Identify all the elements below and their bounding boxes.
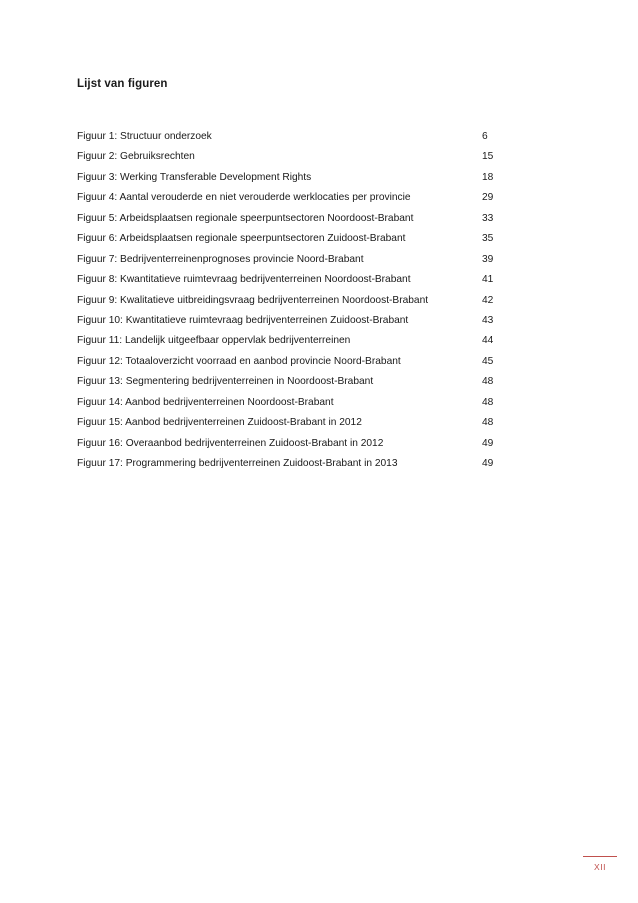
figure-label: Figuur 7: Bedrijventerreinenprognoses provincie Noord-Brabant [77,253,364,265]
figure-page-number: 45 [482,355,494,367]
list-item [77,457,507,477]
list-item [77,437,507,457]
figure-label: Figuur 15: Aanbod bedrijventerreinen Zuidoost-Brabant in 2012 [77,417,362,429]
list-item [77,375,507,395]
list-item [77,130,507,150]
figure-label: Figuur 12: Totaaloverzicht voorraad en aanbod provincie Noord-Brabant [77,355,401,367]
figure-page-number: 49 [482,458,494,469]
figure-label: Figuur 5: Arbeidsplaatsen regionale speerpuntsectoren Noordoost-Brabant [77,212,414,224]
list-item [77,396,507,416]
figure-page-number: 29 [482,192,494,204]
list-item [77,294,507,314]
list-item [77,253,507,273]
figure-label: Figuur 11: Landelijk uitgeefbaar oppervlak bedrijventerreinen [77,335,351,347]
figure-page-number: 43 [482,314,494,326]
list-item [77,314,507,334]
list-item [77,212,507,232]
figure-page-number: 35 [482,233,494,245]
figure-label: Figuur 2: Gebruiksrechten [77,151,195,163]
figure-page-number: 48 [482,376,494,388]
figure-page-number: 18 [482,171,494,183]
footer-divider [583,856,617,857]
list-item [77,416,507,436]
figure-page-number: 15 [482,151,494,163]
figure-label: Figuur 9: Kwalitatieve uitbreidingsvraag bedrijventerreinen Noordoost-Brabant [77,294,429,306]
figure-label: Figuur 14: Aanbod bedrijventerreinen Noordoost-Brabant [77,396,334,408]
page-number: XII [594,862,606,872]
figure-page-number: 48 [482,417,494,429]
figure-label: Figuur 13: Segmentering bedrijventerreinen in Noordoost-Brabant [77,376,374,388]
figure-page-number: 44 [482,335,494,347]
figure-page-number: 49 [482,437,494,449]
figure-page-number: 48 [482,396,494,408]
figure-page-number: 33 [482,212,494,224]
figure-label: Figuur 16: Overaanbod bedrijventerreinen Zuidoost-Brabant in 2012 [77,437,384,449]
figure-page-number: 39 [482,253,494,265]
figure-page-number: 41 [482,274,494,286]
list-item [77,150,507,170]
page-title: Lijst van figuren [77,78,168,90]
figure-label: Figuur 4: Aantal verouderde en niet verouderde werklocaties per provincie [77,192,411,204]
figure-page-number: 42 [482,294,494,306]
figure-label: Figuur 17: Programmering bedrijventerreinen Zuidoost-Brabant in 2013 [77,458,398,469]
list-item [77,191,507,211]
figure-label: Figuur 3: Werking Transferable Development Rights [77,171,312,183]
list-item [77,232,507,252]
list-item [77,355,507,375]
figure-list [77,130,507,477]
list-item [77,334,507,354]
figure-label: Figuur 6: Arbeidsplaatsen regionale speerpuntsectoren Zuidoost-Brabant [77,233,406,245]
figure-page-number: 6 [482,131,488,142]
list-item [77,273,507,293]
list-item [77,171,507,191]
figure-label: Figuur 1: Structuur onderzoek [77,131,212,142]
figure-label: Figuur 10: Kwantitatieve ruimtevraag bedrijventerreinen Zuidoost-Brabant [77,314,409,326]
figure-label: Figuur 8: Kwantitatieve ruimtevraag bedrijventerreinen Noordoost-Brabant [77,274,411,286]
